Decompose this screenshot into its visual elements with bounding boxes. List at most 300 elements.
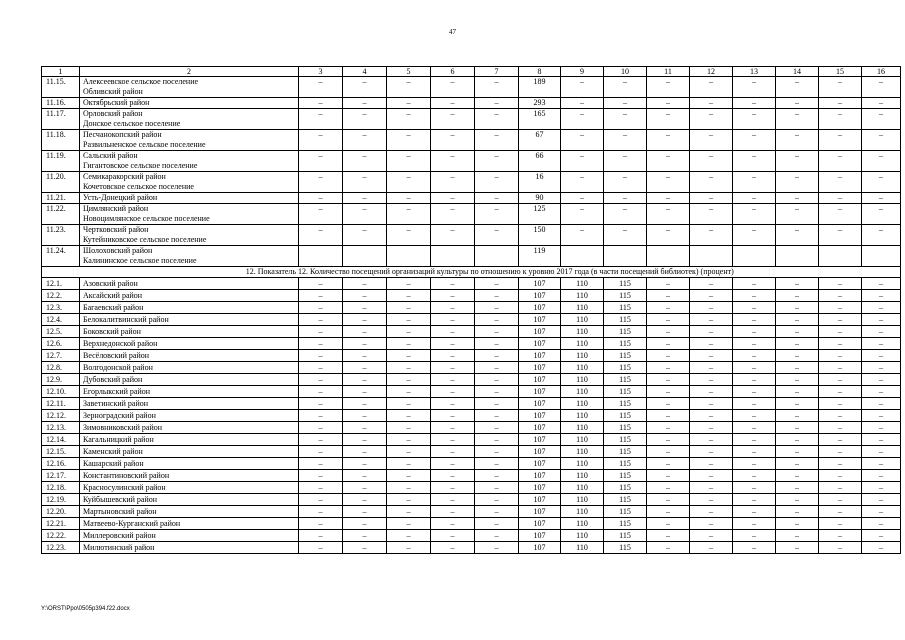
- value-cell: 115: [604, 530, 647, 542]
- value-cell: –: [343, 151, 387, 172]
- value-cell: –: [776, 338, 819, 350]
- table-row: [42, 494, 901, 506]
- value-cell: –: [862, 362, 901, 374]
- value-cell: –: [561, 98, 604, 109]
- value-cell: [475, 246, 519, 267]
- value-cell: –: [343, 302, 387, 314]
- value-cell: –: [299, 338, 343, 350]
- value-cell: –: [690, 151, 733, 172]
- value-cell: 107: [519, 302, 561, 314]
- value-cell: –: [561, 130, 604, 151]
- value-cell: –: [733, 542, 776, 554]
- value-cell: 107: [519, 386, 561, 398]
- value-cell: –: [343, 422, 387, 434]
- value-cell: [343, 246, 387, 267]
- value-cell: 90: [519, 193, 561, 204]
- table-row: [42, 225, 901, 246]
- value-cell: –: [647, 482, 690, 494]
- value-cell: –: [299, 542, 343, 554]
- value-cell: –: [343, 374, 387, 386]
- value-cell: –: [299, 326, 343, 338]
- value-cell: –: [299, 278, 343, 290]
- value-cell: –: [819, 350, 862, 362]
- value-cell: –: [475, 77, 519, 98]
- row-number: 11.21.: [42, 193, 80, 204]
- value-cell: –: [431, 314, 475, 326]
- value-cell: –: [776, 130, 819, 151]
- value-cell: –: [387, 542, 431, 554]
- table-row: [42, 278, 901, 290]
- row-name: [80, 130, 299, 151]
- value-cell: [690, 246, 733, 267]
- value-cell: –: [733, 446, 776, 458]
- value-cell: –: [387, 422, 431, 434]
- value-cell: –: [862, 458, 901, 470]
- value-cell: –: [387, 109, 431, 130]
- value-cell: –: [862, 494, 901, 506]
- value-cell: –: [776, 290, 819, 302]
- value-cell: –: [343, 278, 387, 290]
- value-cell: –: [862, 314, 901, 326]
- table-row: [42, 302, 901, 314]
- row-name: Весёловский район: [80, 350, 299, 362]
- row-name-line: Чертковский район: [83, 225, 149, 234]
- row-name: Боковский район: [80, 326, 299, 338]
- value-cell: –: [733, 77, 776, 98]
- column-header: 4: [343, 67, 387, 77]
- value-cell: –: [819, 518, 862, 530]
- value-cell: –: [299, 109, 343, 130]
- row-name: Мартыновский район: [80, 506, 299, 518]
- value-cell: –: [299, 494, 343, 506]
- value-cell: –: [733, 362, 776, 374]
- value-cell: –: [690, 458, 733, 470]
- row-name: [80, 246, 299, 267]
- value-cell: –: [776, 494, 819, 506]
- value-cell: 110: [561, 314, 604, 326]
- value-cell: –: [387, 172, 431, 193]
- value-cell: –: [647, 494, 690, 506]
- value-cell: –: [862, 172, 901, 193]
- value-cell: –: [733, 290, 776, 302]
- value-cell: –: [690, 386, 733, 398]
- value-cell: 107: [519, 374, 561, 386]
- value-cell: –: [776, 458, 819, 470]
- section-title: 12. Показатель 12. Количество посещений организаций культуры по отношению к уровню 2017 года (в части посещений библиотек) (процент): [80, 267, 901, 278]
- value-cell: –: [690, 172, 733, 193]
- value-cell: –: [862, 225, 901, 246]
- value-cell: –: [475, 482, 519, 494]
- table-row: [42, 482, 901, 494]
- value-cell: –: [733, 172, 776, 193]
- value-cell: 107: [519, 446, 561, 458]
- row-name-line: Орловский район: [83, 109, 143, 118]
- value-cell: –: [387, 98, 431, 109]
- value-cell: –: [604, 204, 647, 225]
- row-number: 12.5.: [42, 326, 80, 338]
- table-row: [42, 470, 901, 482]
- value-cell: –: [475, 172, 519, 193]
- value-cell: [604, 246, 647, 267]
- value-cell: –: [475, 98, 519, 109]
- value-cell: 107: [519, 518, 561, 530]
- value-cell: –: [343, 362, 387, 374]
- value-cell: 107: [519, 458, 561, 470]
- value-cell: –: [387, 482, 431, 494]
- row-name: Каменский район: [80, 446, 299, 458]
- value-cell: –: [343, 350, 387, 362]
- value-cell: –: [387, 398, 431, 410]
- value-cell: –: [733, 482, 776, 494]
- row-number: 11.17.: [42, 109, 80, 130]
- value-cell: –: [475, 109, 519, 130]
- row-number: 11.24.: [42, 246, 80, 267]
- table-row: [42, 326, 901, 338]
- row-number: 11.23.: [42, 225, 80, 246]
- value-cell: –: [604, 130, 647, 151]
- value-cell: –: [299, 422, 343, 434]
- value-cell: –: [690, 193, 733, 204]
- table-row: [42, 446, 901, 458]
- table-row: [42, 130, 901, 151]
- value-cell: 115: [604, 326, 647, 338]
- value-cell: –: [431, 494, 475, 506]
- value-cell: –: [299, 130, 343, 151]
- value-cell: –: [819, 386, 862, 398]
- value-cell: –: [690, 278, 733, 290]
- table-row: [42, 98, 901, 109]
- value-cell: –: [776, 350, 819, 362]
- value-cell: 107: [519, 278, 561, 290]
- value-cell: –: [819, 302, 862, 314]
- value-cell: –: [343, 506, 387, 518]
- value-cell: –: [647, 172, 690, 193]
- value-cell: [647, 246, 690, 267]
- value-cell: –: [733, 151, 776, 172]
- column-header: 14: [776, 67, 819, 77]
- value-cell: –: [647, 314, 690, 326]
- value-cell: –: [819, 278, 862, 290]
- value-cell: –: [647, 374, 690, 386]
- value-cell: –: [862, 278, 901, 290]
- row-name-line: Кутейниковское сельское поселение: [83, 235, 207, 244]
- value-cell: –: [299, 386, 343, 398]
- value-cell: –: [733, 98, 776, 109]
- value-cell: –: [690, 446, 733, 458]
- value-cell: –: [862, 350, 901, 362]
- value-cell: 119: [519, 246, 561, 267]
- value-cell: –: [343, 386, 387, 398]
- value-cell: –: [387, 434, 431, 446]
- value-cell: 110: [561, 362, 604, 374]
- value-cell: –: [475, 193, 519, 204]
- value-cell: –: [475, 398, 519, 410]
- value-cell: 107: [519, 314, 561, 326]
- value-cell: –: [862, 518, 901, 530]
- column-header: 11: [647, 67, 690, 77]
- value-cell: 107: [519, 482, 561, 494]
- row-number: 12.9.: [42, 374, 80, 386]
- value-cell: –: [343, 326, 387, 338]
- row-name-line: Цимлянский район: [83, 204, 149, 213]
- row-name: Красносулинский район: [80, 482, 299, 494]
- value-cell: –: [299, 458, 343, 470]
- value-cell: –: [387, 374, 431, 386]
- value-cell: –: [690, 410, 733, 422]
- value-cell: –: [819, 225, 862, 246]
- row-number: 12.16.: [42, 458, 80, 470]
- value-cell: –: [819, 482, 862, 494]
- table-row: [42, 204, 901, 225]
- value-cell: –: [776, 326, 819, 338]
- value-cell: –: [475, 326, 519, 338]
- page-number: 47: [449, 28, 456, 36]
- value-cell: –: [431, 109, 475, 130]
- value-cell: –: [776, 151, 819, 172]
- row-number: 12.6.: [42, 338, 80, 350]
- value-cell: 107: [519, 350, 561, 362]
- value-cell: –: [819, 422, 862, 434]
- row-number: 11.16.: [42, 98, 80, 109]
- value-cell: –: [733, 458, 776, 470]
- value-cell: –: [387, 314, 431, 326]
- table-row: [42, 398, 901, 410]
- table-row: [42, 350, 901, 362]
- value-cell: –: [647, 278, 690, 290]
- value-cell: –: [862, 302, 901, 314]
- value-cell: –: [862, 290, 901, 302]
- value-cell: 115: [604, 434, 647, 446]
- value-cell: [733, 246, 776, 267]
- value-cell: –: [862, 193, 901, 204]
- value-cell: –: [776, 172, 819, 193]
- value-cell: –: [819, 130, 862, 151]
- value-cell: –: [431, 172, 475, 193]
- value-cell: –: [862, 470, 901, 482]
- value-cell: –: [387, 506, 431, 518]
- value-cell: –: [776, 506, 819, 518]
- value-cell: 189: [519, 77, 561, 98]
- value-cell: 107: [519, 434, 561, 446]
- value-cell: 115: [604, 302, 647, 314]
- value-cell: –: [475, 278, 519, 290]
- value-cell: –: [431, 225, 475, 246]
- row-number: 12.13.: [42, 422, 80, 434]
- value-cell: –: [561, 77, 604, 98]
- value-cell: –: [299, 172, 343, 193]
- value-cell: 107: [519, 422, 561, 434]
- value-cell: 107: [519, 506, 561, 518]
- file-path-footer: Y:\ORST\Ppo\0505p394.f22.docx: [41, 606, 130, 612]
- value-cell: –: [647, 470, 690, 482]
- value-cell: –: [819, 398, 862, 410]
- table-row: [42, 386, 901, 398]
- row-name-line: Шолоховский район: [83, 246, 153, 255]
- row-name-line: Октябрьский район: [83, 98, 150, 107]
- value-cell: –: [475, 338, 519, 350]
- value-cell: –: [299, 482, 343, 494]
- value-cell: –: [819, 530, 862, 542]
- value-cell: –: [862, 398, 901, 410]
- row-name: [80, 225, 299, 246]
- value-cell: –: [690, 225, 733, 246]
- value-cell: –: [604, 172, 647, 193]
- value-cell: 115: [604, 314, 647, 326]
- row-name: Азовский район: [80, 278, 299, 290]
- value-cell: –: [647, 109, 690, 130]
- value-cell: –: [343, 338, 387, 350]
- value-cell: –: [690, 542, 733, 554]
- value-cell: –: [647, 542, 690, 554]
- value-cell: –: [647, 350, 690, 362]
- value-cell: –: [690, 77, 733, 98]
- value-cell: 115: [604, 542, 647, 554]
- value-cell: –: [299, 434, 343, 446]
- value-cell: –: [299, 98, 343, 109]
- value-cell: –: [387, 446, 431, 458]
- value-cell: 115: [604, 446, 647, 458]
- value-cell: –: [387, 302, 431, 314]
- row-name: [80, 109, 299, 130]
- value-cell: –: [690, 422, 733, 434]
- value-cell: –: [299, 204, 343, 225]
- value-cell: –: [387, 530, 431, 542]
- row-name: Куйбышевский район: [80, 494, 299, 506]
- value-cell: –: [862, 446, 901, 458]
- value-cell: 115: [604, 386, 647, 398]
- value-cell: –: [475, 314, 519, 326]
- value-cell: –: [387, 151, 431, 172]
- value-cell: –: [819, 151, 862, 172]
- value-cell: 110: [561, 542, 604, 554]
- value-cell: –: [819, 470, 862, 482]
- value-cell: 115: [604, 494, 647, 506]
- value-cell: 110: [561, 350, 604, 362]
- column-header: 6: [431, 67, 475, 77]
- value-cell: –: [733, 494, 776, 506]
- value-cell: –: [776, 446, 819, 458]
- value-cell: 66: [519, 151, 561, 172]
- value-cell: –: [431, 398, 475, 410]
- row-name: Аксайский район: [80, 290, 299, 302]
- row-number: 11.19.: [42, 151, 80, 172]
- value-cell: 115: [604, 338, 647, 350]
- column-header: 12: [690, 67, 733, 77]
- value-cell: –: [776, 434, 819, 446]
- value-cell: –: [561, 193, 604, 204]
- value-cell: –: [647, 290, 690, 302]
- row-name: [80, 172, 299, 193]
- value-cell: –: [299, 470, 343, 482]
- value-cell: –: [299, 530, 343, 542]
- value-cell: 110: [561, 482, 604, 494]
- value-cell: –: [299, 518, 343, 530]
- value-cell: 110: [561, 422, 604, 434]
- value-cell: –: [862, 422, 901, 434]
- value-cell: –: [387, 204, 431, 225]
- value-cell: –: [475, 410, 519, 422]
- value-cell: –: [475, 362, 519, 374]
- value-cell: –: [647, 458, 690, 470]
- table-row: [42, 290, 901, 302]
- value-cell: –: [647, 530, 690, 542]
- value-cell: –: [647, 77, 690, 98]
- value-cell: 110: [561, 386, 604, 398]
- value-cell: –: [690, 98, 733, 109]
- row-name: Волгодонской район: [80, 362, 299, 374]
- value-cell: –: [475, 204, 519, 225]
- value-cell: –: [299, 362, 343, 374]
- value-cell: 110: [561, 338, 604, 350]
- row-name: Кагальницкий район: [80, 434, 299, 446]
- column-header: 16: [862, 67, 901, 77]
- value-cell: –: [690, 130, 733, 151]
- value-cell: –: [387, 518, 431, 530]
- value-cell: –: [387, 386, 431, 398]
- value-cell: –: [733, 398, 776, 410]
- value-cell: –: [431, 326, 475, 338]
- value-cell: –: [819, 446, 862, 458]
- value-cell: –: [862, 151, 901, 172]
- value-cell: 107: [519, 338, 561, 350]
- value-cell: –: [647, 518, 690, 530]
- value-cell: –: [387, 225, 431, 246]
- value-cell: –: [862, 542, 901, 554]
- value-cell: –: [819, 458, 862, 470]
- value-cell: 115: [604, 410, 647, 422]
- value-cell: –: [776, 542, 819, 554]
- column-header: 9: [561, 67, 604, 77]
- row-number: 12.22.: [42, 530, 80, 542]
- value-cell: –: [647, 446, 690, 458]
- row-name: Константиновский район: [80, 470, 299, 482]
- value-cell: –: [733, 434, 776, 446]
- value-cell: –: [299, 506, 343, 518]
- value-cell: –: [819, 326, 862, 338]
- value-cell: –: [647, 302, 690, 314]
- row-name: Багаевский район: [80, 302, 299, 314]
- value-cell: –: [647, 326, 690, 338]
- value-cell: –: [733, 302, 776, 314]
- value-cell: –: [431, 204, 475, 225]
- row-name-line: Семикаракорский район: [83, 172, 166, 181]
- table-row: [42, 193, 901, 204]
- value-cell: –: [475, 518, 519, 530]
- value-cell: –: [819, 494, 862, 506]
- value-cell: –: [475, 290, 519, 302]
- value-cell: –: [343, 470, 387, 482]
- value-cell: –: [776, 98, 819, 109]
- value-cell: –: [776, 193, 819, 204]
- value-cell: 107: [519, 326, 561, 338]
- value-cell: 115: [604, 350, 647, 362]
- value-cell: –: [862, 326, 901, 338]
- row-name: [80, 98, 299, 109]
- value-cell: –: [431, 446, 475, 458]
- value-cell: –: [299, 193, 343, 204]
- value-cell: –: [776, 302, 819, 314]
- value-cell: –: [647, 98, 690, 109]
- value-cell: –: [690, 494, 733, 506]
- value-cell: –: [647, 410, 690, 422]
- value-cell: –: [343, 109, 387, 130]
- value-cell: –: [819, 434, 862, 446]
- value-cell: 110: [561, 290, 604, 302]
- row-name: Матвеево-Курганский район: [80, 518, 299, 530]
- value-cell: –: [431, 386, 475, 398]
- value-cell: –: [343, 530, 387, 542]
- value-cell: –: [475, 494, 519, 506]
